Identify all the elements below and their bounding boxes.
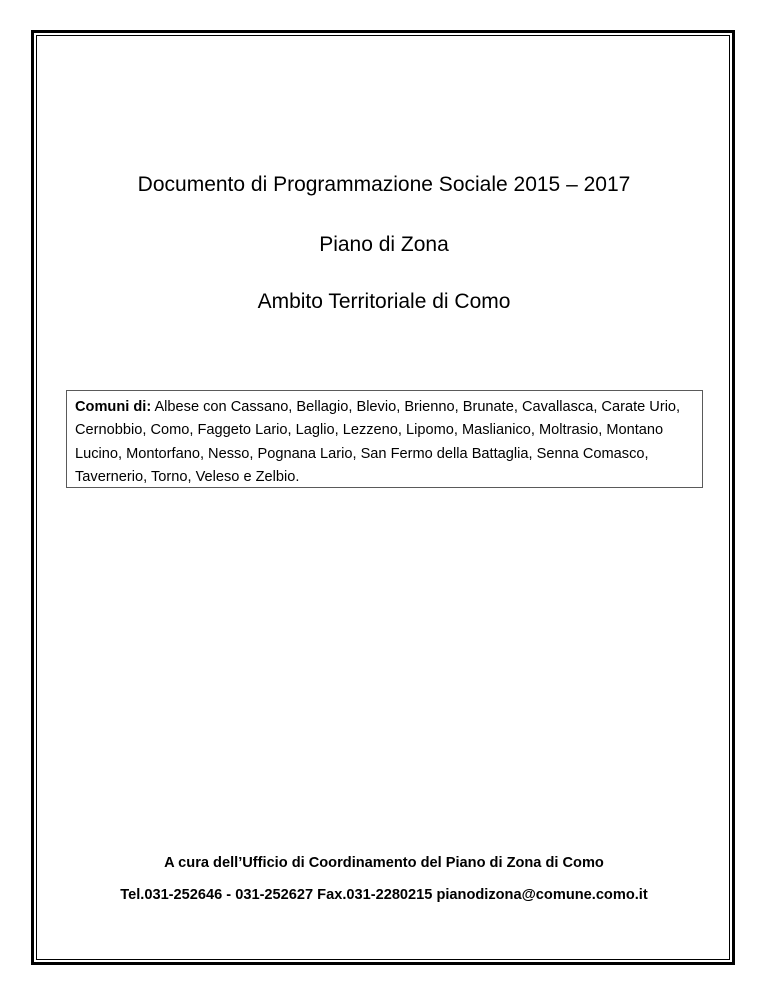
document-area: Ambito Territoriale di Como bbox=[257, 290, 511, 313]
footer-curator: A cura dell’Ufficio di Coordinamento del Piano di Zona di Como bbox=[164, 855, 604, 871]
footer-contacts: Tel.031-252646 - 031-252627 Fax.031-2280215 pianodizona@comune.como.it bbox=[120, 887, 648, 903]
document-subtitle: Piano di Zona bbox=[319, 233, 449, 256]
comuni-box bbox=[66, 390, 703, 488]
document-title: Documento di Programmazione Sociale 2015 – 2017 bbox=[137, 173, 631, 196]
comuni-list: Albese con Cassano, Bellagio, Blevio, Brienno, Brunate, Cavallasca, Carate Urio, Cernobbio, Como, Faggeto Lario, Laglio, Lezzeno, Lipomo, Maslianico, Moltrasio, Montano Lucino, Montorfano, Nesso, Pognana Lario, San Fermo della Battaglia, Senna Comasco, Tavernerio, Torno, Veleso e Zelbio. bbox=[75, 399, 681, 486]
comuni-label: Comuni di: bbox=[75, 399, 152, 415]
